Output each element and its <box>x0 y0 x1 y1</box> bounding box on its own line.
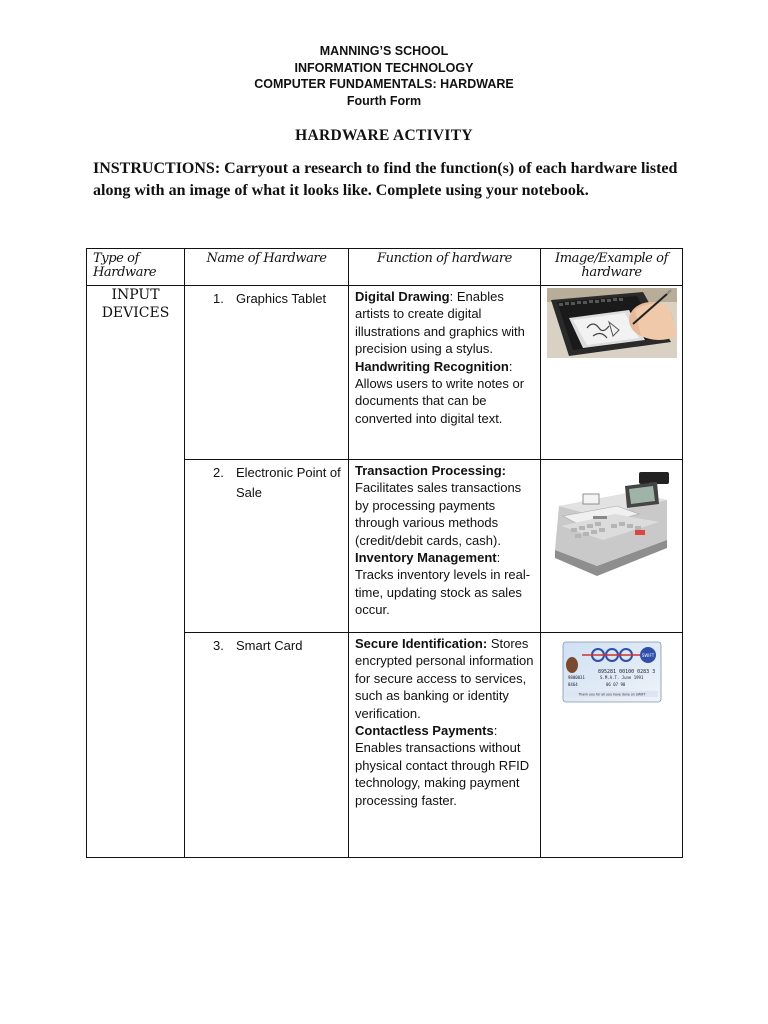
item-number: 3. <box>213 638 224 653</box>
category-label: INPUT DEVICES <box>101 287 170 321</box>
image-cell <box>541 460 683 633</box>
table-row <box>87 286 683 460</box>
function-text: Enables artists to create digital illustrations and graphics with precision using a stylus. <box>355 289 525 357</box>
category-cell <box>87 286 185 858</box>
function-cell: Secure Identification: Stores encrypted personal information for secure access to services, such as banking or identity verification. Contactless Payments: Enables transactions without physical contact through RFID technology, making payment processing faster. <box>349 633 541 858</box>
function-title: Secure Identification: <box>355 636 488 651</box>
hardware-name-cell <box>185 460 349 633</box>
hardware-name-cell <box>185 633 349 858</box>
card-id: 9800031 <box>567 675 585 680</box>
card-code: 8464 <box>567 682 578 687</box>
header-function: Function of hardware <box>349 249 541 286</box>
smart-card-image <box>562 641 662 703</box>
image-cell <box>541 633 683 858</box>
form-level: Fourth Form <box>346 93 422 108</box>
image-cell <box>541 286 683 460</box>
function-title: Contactless Payments <box>355 723 494 739</box>
header-image: Image/Example of hardware <box>541 249 683 286</box>
function-text: Allows users to write notes or documents that can be converted into digital text. <box>355 376 525 426</box>
function-text: Stores encrypted personal information for secure access to services, such as banking or identity verification. <box>355 636 534 721</box>
function-title: Handwriting Recognition <box>355 358 509 374</box>
department-name: INFORMATION TECHNOLOGY <box>294 60 474 75</box>
function-title: Transaction Processing: <box>355 463 506 478</box>
activity-title: HARDWARE ACTIVITY <box>295 127 473 144</box>
item-number: 2. <box>213 465 224 480</box>
school-name: MANNING’S SCHOOL <box>319 44 449 58</box>
card-footer: Thank you for all you have done on SWIFT <box>577 692 646 697</box>
hardware-name-cell <box>185 286 349 460</box>
header-name: Name of Hardware <box>185 249 349 286</box>
school-header <box>0 43 768 109</box>
function-title: Inventory Management <box>355 550 497 566</box>
hardware-table <box>86 248 683 858</box>
function-cell: Transaction Processing: Facilitates sales transactions by processing payments through various methods (credit/debit cards, cash). Inventory Management: Tracks inventory levels in real-time, updating stock as sales occur. <box>349 460 541 633</box>
function-text: Facilitates sales transactions by processing payments through various methods (credit/debit cards, cash). <box>355 480 522 548</box>
card-holder: S.M.A.T. June 1991 <box>599 675 643 680</box>
hardware-name: Smart Card <box>236 638 303 653</box>
cash-register-image <box>547 470 677 578</box>
graphics-tablet-image <box>547 288 677 358</box>
function-cell: Digital Drawing: Enables artists to create digital illustrations and graphics with precision using a stylus. Handwriting Recognition: Allows users to write notes or documents that can be converted into digital text. <box>349 286 541 460</box>
function-text: Enables transactions without physical contact through RFID technology, making payment processing faster. <box>355 740 530 808</box>
table-header-row <box>87 249 683 286</box>
card-date: 06 07 98 <box>605 682 625 687</box>
card-number: 895281 00100 0283 3 <box>597 669 655 675</box>
course-name: COMPUTER FUNDAMENTALS: HARDWARE <box>254 77 514 91</box>
hardware-name: Electronic Point of Sale <box>236 465 341 500</box>
card-logo: SWIFT <box>641 653 654 658</box>
function-title: Digital Drawing <box>355 289 450 304</box>
header-type: Type of Hardware <box>87 249 185 286</box>
item-number: 1. <box>213 291 224 306</box>
instructions-text: INSTRUCTIONS: Carryout a research to find the function(s) of each hardware listed along with an image of what it looks like. Complete using your notebook. <box>93 160 678 199</box>
function-text: Tracks inventory levels in real-time, updating stock as sales occur. <box>355 567 531 618</box>
hardware-name: Graphics Tablet <box>236 291 327 306</box>
